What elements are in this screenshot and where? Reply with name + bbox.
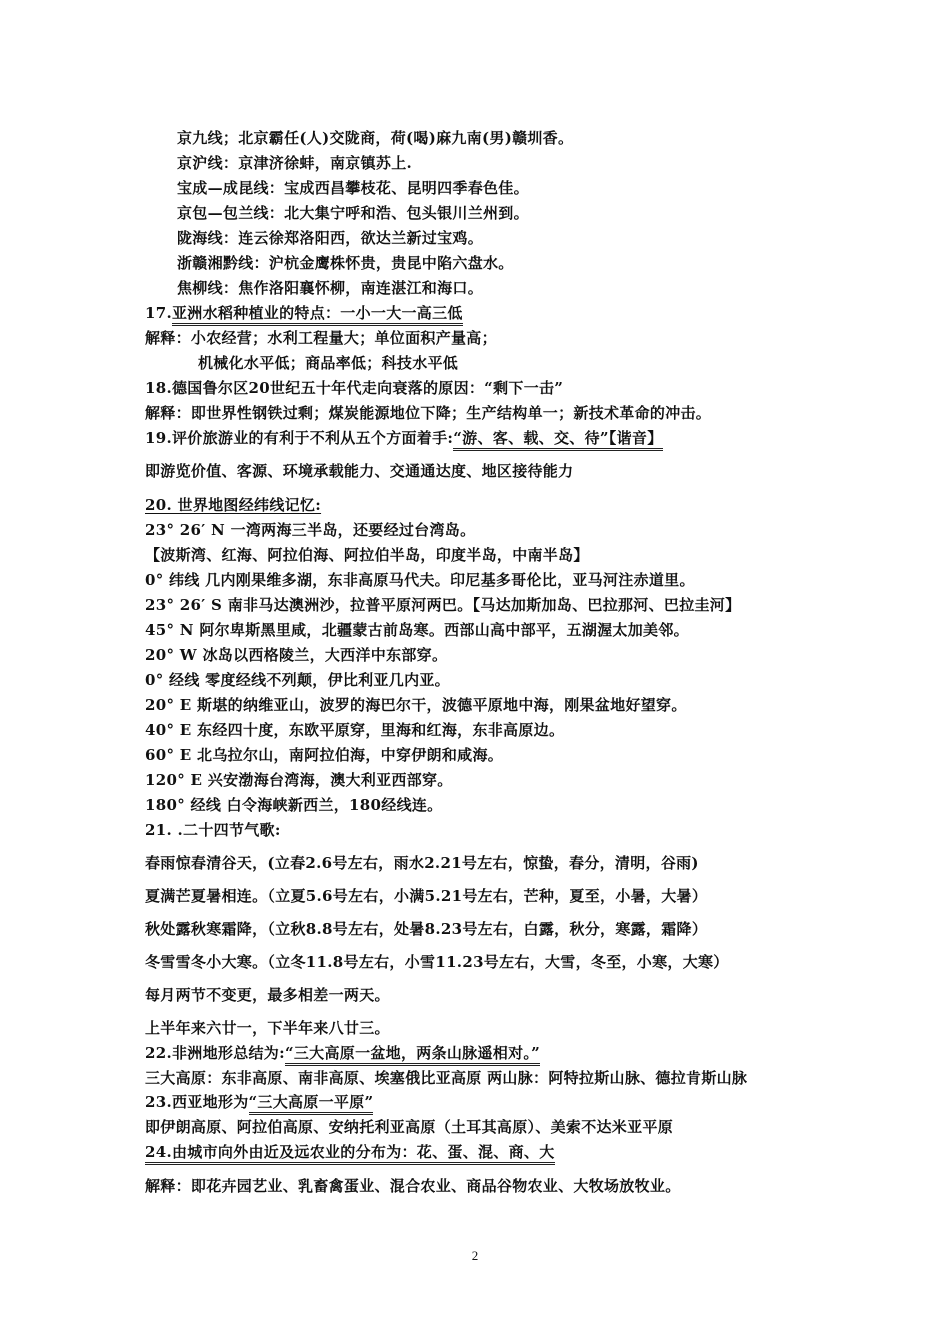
heading-mnemonic: “游、客、载、交、待”【谐音】: [453, 429, 662, 451]
heading-17: [145, 303, 463, 323]
text-line: 焦柳线：焦作洛阳襄怀柳，南连湛江和海口。: [177, 279, 484, 297]
heading-20: 20. 世界地图经纬线记忆:: [145, 496, 322, 514]
heading-18: 18.德国鲁尔区20世纪五十年代走向衰落的原因：“剩下一击”: [145, 379, 564, 397]
heading-21: 21. .二十四节气歌:: [145, 821, 281, 839]
text-line: 冬雪雪冬小大寒。（立冬11.8号左右，小雪11.23号左右，大雪，冬至，小寒，大寒）: [145, 953, 729, 971]
text-line: 京包—包兰线：北大集宁呼和浩、包头银川兰州到。: [177, 204, 529, 222]
text-line: 【波斯湾、红海、阿拉伯海、阿拉伯半岛，印度半岛，中南半岛】: [145, 546, 589, 564]
heading-19: [145, 428, 663, 448]
heading-mnemonic: “三大高原一平原”: [249, 1093, 374, 1115]
text-line: 23° 26′ N 一湾两海三半岛，还要经过台湾岛。: [145, 521, 476, 539]
text-line: 即游览价值、客源、环境承载能力、交通通达度、地区接待能力: [145, 462, 574, 480]
text-line: 上半年来六廿一，下半年来八廿三。: [145, 1019, 390, 1037]
text-line: 三大高原：东非高原、南非高原、埃塞俄比亚高原 两山脉：阿特拉斯山脉、德拉肯斯山脉: [145, 1069, 748, 1087]
text-line: 陇海线：连云徐郑洛阳西，欲达兰新过宝鸡。: [177, 229, 484, 247]
text-line: 40° E 东经四十度，东欧平原穿，里海和红海，东非高原边。: [145, 721, 565, 739]
text-line: 120° E 兴安渤海台湾海，澳大利亚西部穿。: [145, 771, 453, 789]
heading-text: 24.由城市向外由近及远农业的分布为：花、蛋、混、商、大: [145, 1143, 555, 1165]
text-line: 180° 经线 白令海峡新西兰，180经线连。: [145, 796, 443, 814]
heading-text: 23.西亚地形为: [145, 1093, 249, 1111]
text-line: 宝成—成昆线：宝成西昌攀枝花、昆明四季春色佳。: [177, 179, 529, 197]
text-line: 60° E 北乌拉尔山，南阿拉伯海，中穿伊朗和咸海。: [145, 746, 504, 764]
text-line: 京九线；北京霸任(人)交陇商，荷(喝)麻九南(男)赣圳香。: [177, 129, 574, 147]
text-line: 20° W 冰岛以西格陵兰，大西洋中东部穿。: [145, 646, 448, 664]
text-line: 23° 26′ S 南非马达澳洲沙，拉普平原河两巴。【马达加斯加岛、巴拉那河、巴拉圭河】: [145, 596, 741, 614]
text-line: 0° 经线 零度经线不列颠，伊比利亚几内亚。: [145, 671, 450, 689]
text-line: 春雨惊春清谷天，(立春2.6号左右，雨水2.21号左右，惊蛰，春分，清明，谷雨): [145, 854, 699, 872]
heading-text: 22.非洲地形总结为:: [145, 1044, 285, 1062]
text-line: 即伊朗高原、阿拉伯高原、安纳托利亚高原（土耳其高原）、美索不达米亚平原: [145, 1118, 674, 1136]
heading-text: 19.评价旅游业的有利于不利从五个方面着手:: [145, 429, 454, 447]
text-line: 京沪线：京津济徐蚌，南京镇苏上.: [177, 154, 413, 172]
text-line: 每月两节不变更，最多相差一两天。: [145, 986, 390, 1004]
text-line: 解释：小农经营；水利工程量大；单位面积产量高；: [145, 329, 497, 347]
page-number: 2: [471, 1248, 479, 1263]
heading-text: 亚洲水稻种植业的特点：一小一大一高三低: [172, 304, 463, 326]
heading-23: [145, 1092, 373, 1112]
heading-number: 17.: [145, 304, 172, 322]
heading-24: [145, 1142, 555, 1162]
text-line: 秋处露秋寒霜降，（立秋8.8号左右，处暑8.23号左右，白露，秋分，寒露，霜降）: [145, 920, 708, 938]
text-line: 机械化水平低；商品率低；科技水平低: [198, 354, 459, 372]
text-line: 45° N 阿尔卑斯黑里咸，北疆蒙古前岛寒。西部山高中部平，五湖渥太加美邻。: [145, 621, 689, 639]
text-line: 浙赣湘黔线：沪杭金鹰株怀贵，贵昆中陷六盘水。: [177, 254, 514, 272]
text-line: 20° E 斯堪的纳维亚山，波罗的海巴尔干，波德平原地中海，刚果盆地好望穿。: [145, 696, 687, 714]
text-line: 解释：即花卉园艺业、乳畜禽蛋业、混合农业、商品谷物农业、大牧场放牧业。: [145, 1177, 681, 1195]
text-line: 解释：即世界性钢铁过剩；煤炭能源地位下降；生产结构单一；新技术革命的冲击。: [145, 404, 712, 422]
heading-22: [145, 1043, 540, 1063]
heading-mnemonic: “三大高原一盆地，两条山脉遥相对。”: [285, 1044, 540, 1066]
text-line: 0° 纬线 几内刚果维多湖，东非高原马代夫。印尼基多哥伦比，亚马河注赤道里。: [145, 571, 695, 589]
text-line: 夏满芒夏暑相连。（立夏5.6号左右，小满5.21号左右，芒种，夏至，小暑，大暑）: [145, 887, 708, 905]
